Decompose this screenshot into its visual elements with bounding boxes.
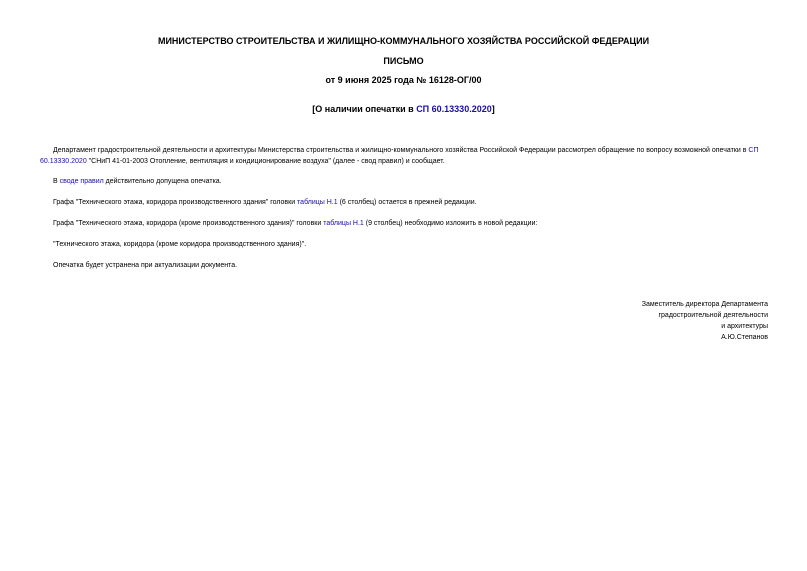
signature-name: А.Ю.Степанов [721,334,768,341]
document-subject [0,104,807,114]
paragraph-text: "СНиП 41-01-2003 Отопление, вентиляция и кондиционирование воздуха" (далее - свод правил) и сообщает. [86,158,445,165]
document-date-number: от 9 июня 2025 года № 16128-ОГ/00 [325,75,482,85]
code-of-rules-link[interactable]: своде правил [59,178,104,185]
sp-60-link[interactable]: СП 60.13330.2020 [40,147,759,165]
paragraph-text: Департамент градостроительной деятельности и архитектуры Министерства строительства и жилищно-коммунального хозяйства Российской Федерации рассмотрел обращение по вопросу возможной опечатки в [53,147,749,154]
paragraph-fix-note: Опечатка будет устранена при актуализации документа. [53,262,238,269]
paragraph-text: Графа "Технического этажа, коридора производственного здания" головки [53,199,298,206]
document-type: ПИСЬМО [383,56,424,66]
subject-prefix: [О наличии опечатки в [312,104,417,114]
signature-department: градостроительной деятельности [658,312,768,319]
subject-suffix: ] [491,104,495,114]
paragraph-new-wording: "Технического этажа, коридора (кроме коридора производственного здания)". [53,241,307,248]
paragraph-column-6 [40,197,768,208]
paragraph-column-9 [40,218,768,229]
signature-position: Заместитель директора Департамента [641,301,768,308]
signature-block [642,299,768,343]
table-n1-link[interactable]: таблицы Н.1 [323,220,364,227]
ministry-heading: МИНИСТЕРСТВО СТРОИТЕЛЬСТВА И ЖИЛИЩНО-КОММУНАЛЬНОГО ХОЗЯЙСТВА РОССИЙСКОЙ ФЕДЕРАЦИИ [157,36,650,46]
signature-department-cont: и архитектуры [721,323,768,330]
paragraph-text: действительно допущена опечатка. [103,178,222,185]
paragraph-text: Графа "Технического этажа, коридора (кроме производственного здания)" головки [53,220,324,227]
paragraph-intro [40,145,768,167]
paragraph-text: (6 столбец) остается в прежней редакции. [337,199,477,206]
paragraph-typo-confirmed [40,176,768,187]
table-n1-link[interactable]: таблицы Н.1 [297,199,338,206]
subject-sp-link[interactable]: СП 60.13330.2020 [416,104,492,114]
paragraph-text: (9 столбец) необходимо изложить в новой редакции: [363,220,538,227]
paragraph-text: В [53,178,60,185]
